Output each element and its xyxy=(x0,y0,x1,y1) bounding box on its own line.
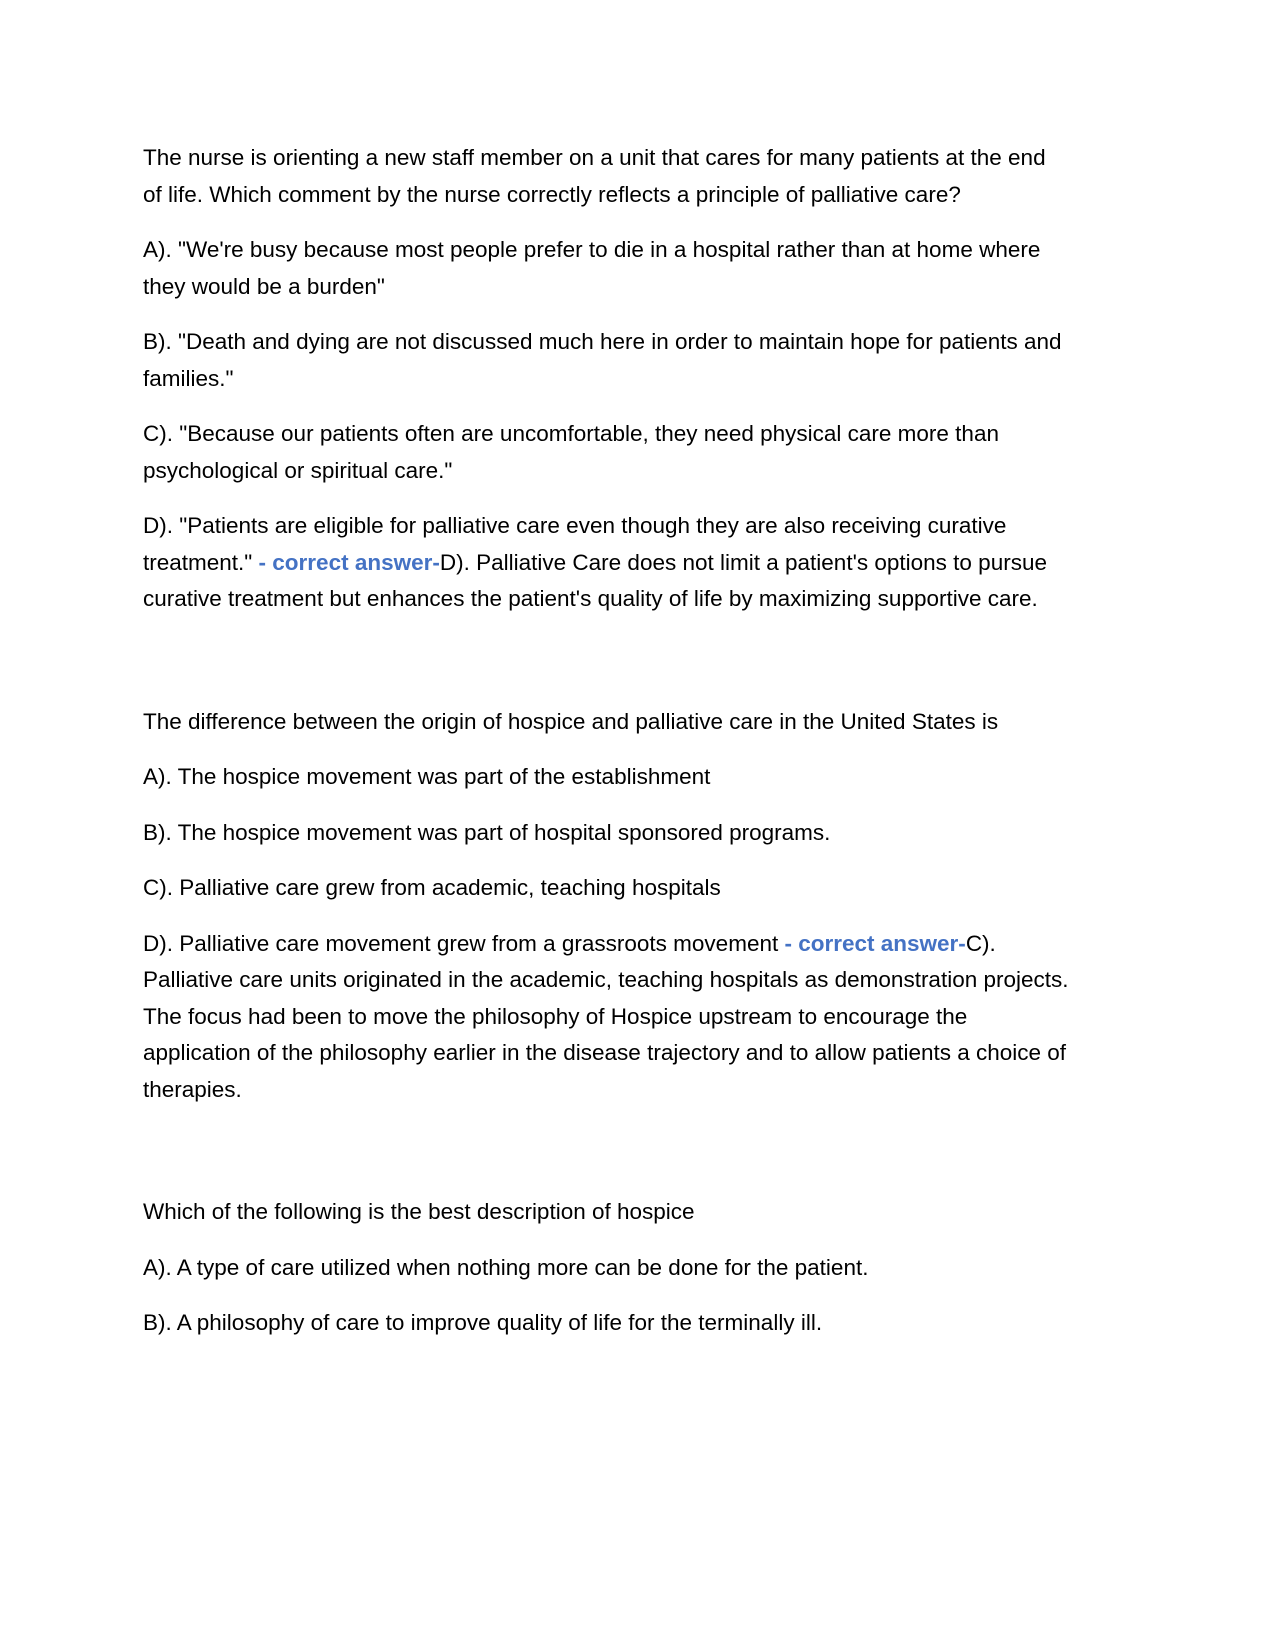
document-body xyxy=(143,140,1070,1342)
answer-option-b[interactable]: B). "Death and dying are not discussed much here in order to maintain hope for patients and families." xyxy=(143,329,1062,391)
question-block-2 xyxy=(143,704,1070,1109)
rationale-text: C). Palliative care units originated in the academic, teaching hospitals as demonstration projects. The focus had been to move the philosophy of Hospice upstream to encourage the application of the philosophy earlier in the disease trajectory and to allow patients a choice of therapies. xyxy=(143,930,1069,1102)
question-stem: The difference between the origin of hospice and palliative care in the United States is xyxy=(143,708,999,734)
answer-option-b[interactable]: B). The hospice movement was part of hospital sponsored programs. xyxy=(143,819,831,845)
rationale-text: D). Palliative Care does not limit a patient's options to pursue curative treatment but enhances the patient's quality of life by maximizing supportive care. xyxy=(143,549,1047,611)
question-stem: The nurse is orienting a new staff member on a unit that cares for many patients at the end of life. Which comment by the nurse correctly reflects a principle of palliative care? xyxy=(143,145,1046,207)
question-separator-2 xyxy=(143,1108,1070,1194)
correct-answer-marker: - correct answer- xyxy=(784,930,966,956)
answer-option-d-with-rationale[interactable] xyxy=(143,508,1070,618)
question-block-3 xyxy=(143,1194,1070,1342)
answer-option-c[interactable]: C). Palliative care grew from academic, teaching hospitals xyxy=(143,875,721,900)
correct-answer-marker: - correct answer- xyxy=(258,549,440,575)
answer-option-d-with-rationale[interactable] xyxy=(143,926,1070,1109)
option-d-text: D). "Patients are eligible for palliative care even though they are also receiving curative treatment." xyxy=(143,513,1007,575)
question-block-1 xyxy=(143,140,1070,618)
question-separator-1 xyxy=(143,618,1070,704)
answer-option-a[interactable]: A). "We're busy because most people prefer to die in a hospital rather than at home where they would be a burden" xyxy=(143,237,1041,299)
answer-option-c[interactable]: C). "Because our patients often are uncomfortable, they need physical care more than psychological or spiritual care." xyxy=(143,421,999,483)
answer-option-a[interactable]: A). A type of care utilized when nothing more can be done for the patient. xyxy=(143,1254,869,1280)
option-d-text: D). Palliative care movement grew from a grassroots movement xyxy=(143,930,785,956)
answer-option-b[interactable]: B). A philosophy of care to improve quality of life for the terminally ill. xyxy=(143,1310,823,1335)
answer-option-a[interactable]: A). The hospice movement was part of the establishment xyxy=(143,764,711,789)
question-stem: Which of the following is the best description of hospice xyxy=(143,1199,695,1224)
